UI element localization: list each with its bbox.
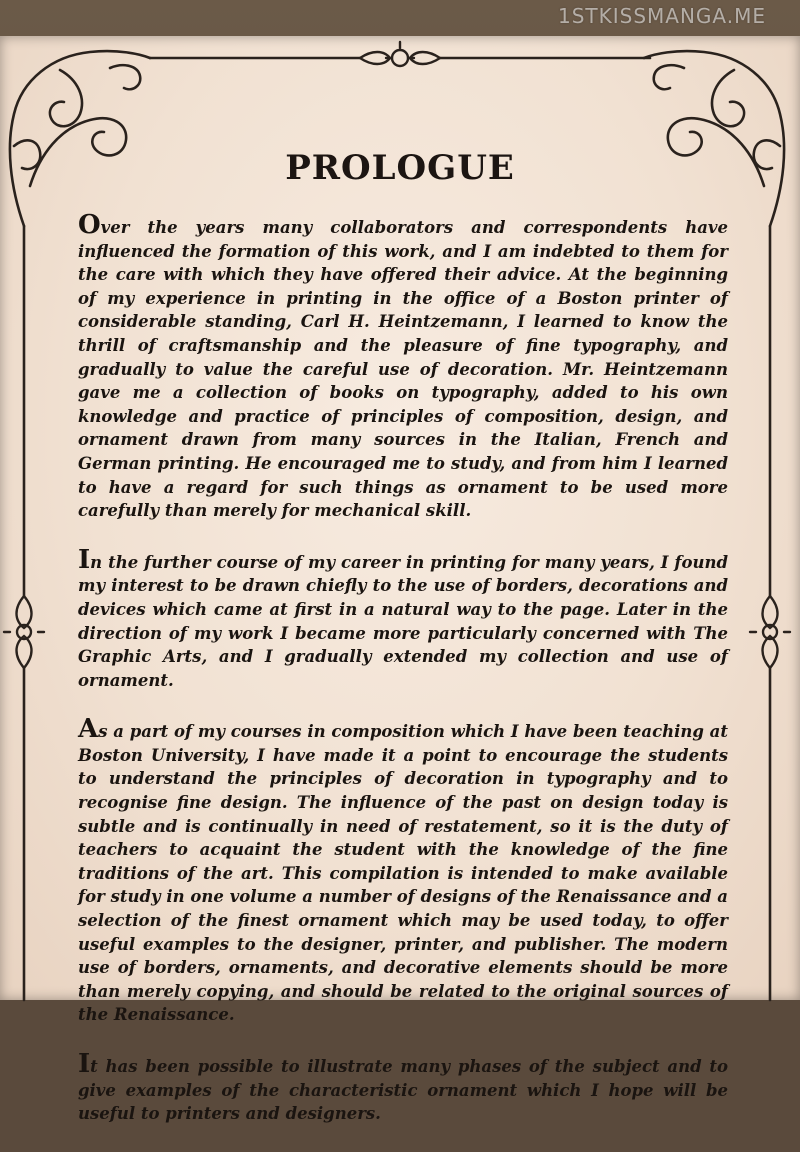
- scroll-flourish-icon: [10, 51, 150, 226]
- watermark: 1STKISSMANGA.ME: [557, 4, 766, 28]
- paragraph-4: It has been possible to illustrate many phases of the subject and to give examples of the characteristic ornament which I hope will be useful to printers and designers.: [78, 1049, 728, 1124]
- fleuron-icon: [360, 42, 440, 66]
- paragraph-2: In the further course of my career in printing for many years, I found my interest to be drawn chiefly to the use of borders, decorations and devices which came at first in a natural way to the page. Later in the direction of my work I became more particularly concerned with The Graphic Arts, and I gradually extended my collection and use of ornament.: [78, 544, 728, 690]
- paragraph-3: As a part of my courses in composition which I have been teaching at Boston University, I have made it a point to encourage the students to understand the principles of decoration in typography and to recognise fine design. The influence of the past on design today is subtle and is continually in need of restatement, so it is the duty of teachers to acquaint the student with the knowledge of the fine traditions of the art. This compilation is intended to make available for study in one volume a number of designs of the Renaissance and a selection of the finest ornament which may be used today, to offer useful examples to the designer, printer, and publisher. The modern use of borders, ornaments, and decorative elements should be more than merely copying, and should be related to the original sources of the Renaissance.: [78, 714, 728, 1025]
- body-text: [78, 210, 728, 1152]
- page-title: PROLOGUE: [285, 148, 515, 188]
- scroll-flourish-icon: [644, 51, 784, 226]
- paragraph-1: Over the years many collaborators and correspondents have influenced the formation of this work, and I am indebted to them for the care with which they have offered their advice. At the beginning of my experience in printing in the office of a Boston printer of considerable standing, Carl H. Heintzemann, I learned to know the thrill of craftsmanship and the pleasure of fine typography, and gradually to value the careful use of decoration. Mr. Heintzemann gave me a collection of books on typography, added to his own knowledge and practice of principles of composition, design, and ornament drawn from many sources in the Italian, French and German printing. He encouraged me to study, and from him I learned to have a regard for such things as ornament to be used more carefully than merely for mechanical skill.: [78, 210, 728, 521]
- fleuron-icon: [750, 596, 790, 668]
- fleuron-icon: [4, 596, 44, 668]
